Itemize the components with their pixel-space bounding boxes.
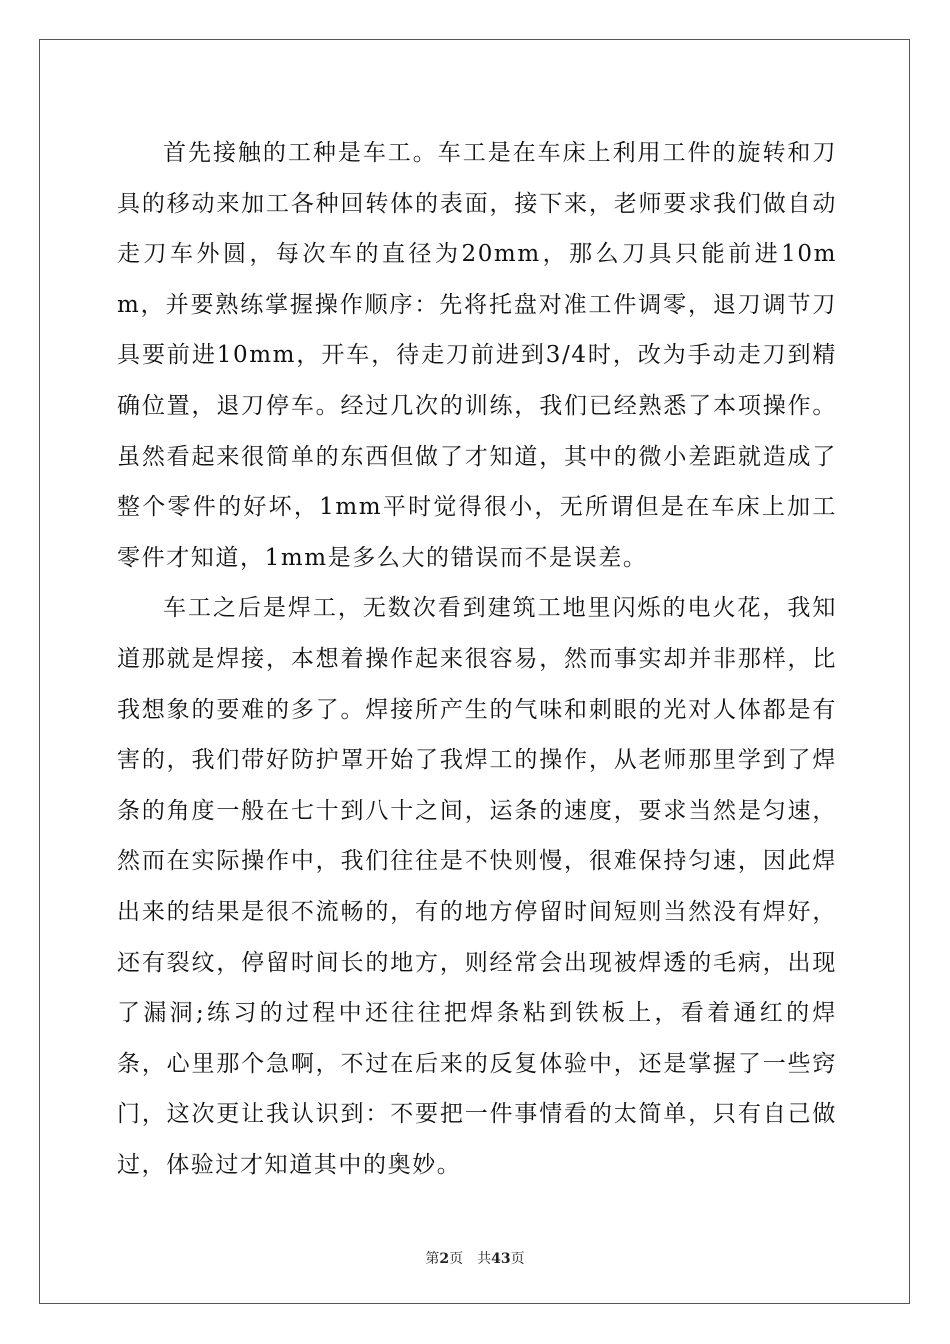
page-number: 2: [439, 1251, 450, 1267]
page-prefix: 第: [425, 1251, 440, 1267]
total-suffix: 页: [510, 1251, 525, 1267]
page-suffix: 页: [449, 1251, 464, 1267]
paragraph-turning: 首先接触的工种是车工。车工是在车床上利用工件的旋转和刀具的移动来加工各种回转体的表面，接下来，老师要求我们做自动走刀车外圆，每次车的直径为20mm，那么刀具只能前进10mm，并要熟练掌握操作顺序：先将托盘对准工件调零，退刀调节刀具要前进10mm，开车，待走刀前进到3/4时，改为手动走刀到精确位置，退刀停车。经过几次的训练，我们已经熟悉了本项操作。虽然看起来很简单的东西但做了才知道，其中的微小差距就造成了整个零件的好坏，1mm平时觉得很小，无所谓但是在车床上加工零件才知道，1mm是多么大的错误而不是误差。: [117, 140, 837, 571]
total-prefix: 共: [477, 1251, 492, 1267]
total-pages: 43: [491, 1251, 511, 1267]
paragraph-welding: 车工之后是焊工，无数次看到建筑工地里闪烁的电火花，我知道那就是焊接，本想着操作起来很容易，然而事实却并非那样，比我想象的要难的多了。焊接所产生的气味和刺眼的光对人体都是有害的，我们带好防护罩开始了我焊工的操作，从老师那里学到了焊条的角度一般在七十到八十之间，运条的速度，要求当然是匀速，然而在实际操作中，我们往往是不快则慢，很难保持匀速，因此焊出来的结果是很不流畅的，有的地方停留时间短则当然没有焊好，还有裂纹，停留时间长的地方，则经常会出现被焊透的毛病，出现了漏洞;练习的过程中还往往把焊条粘到铁板上，看着通红的焊条，心里那个急啊，不过在后来的反复体验中，还是掌握了一些窍门，这次更让我认识到：不要把一件事情看的太简单，只有自己做过，体验过才知道其中的奥妙。: [117, 595, 837, 1178]
document-body: [117, 128, 837, 1190]
page-footer: [0, 1248, 950, 1268]
